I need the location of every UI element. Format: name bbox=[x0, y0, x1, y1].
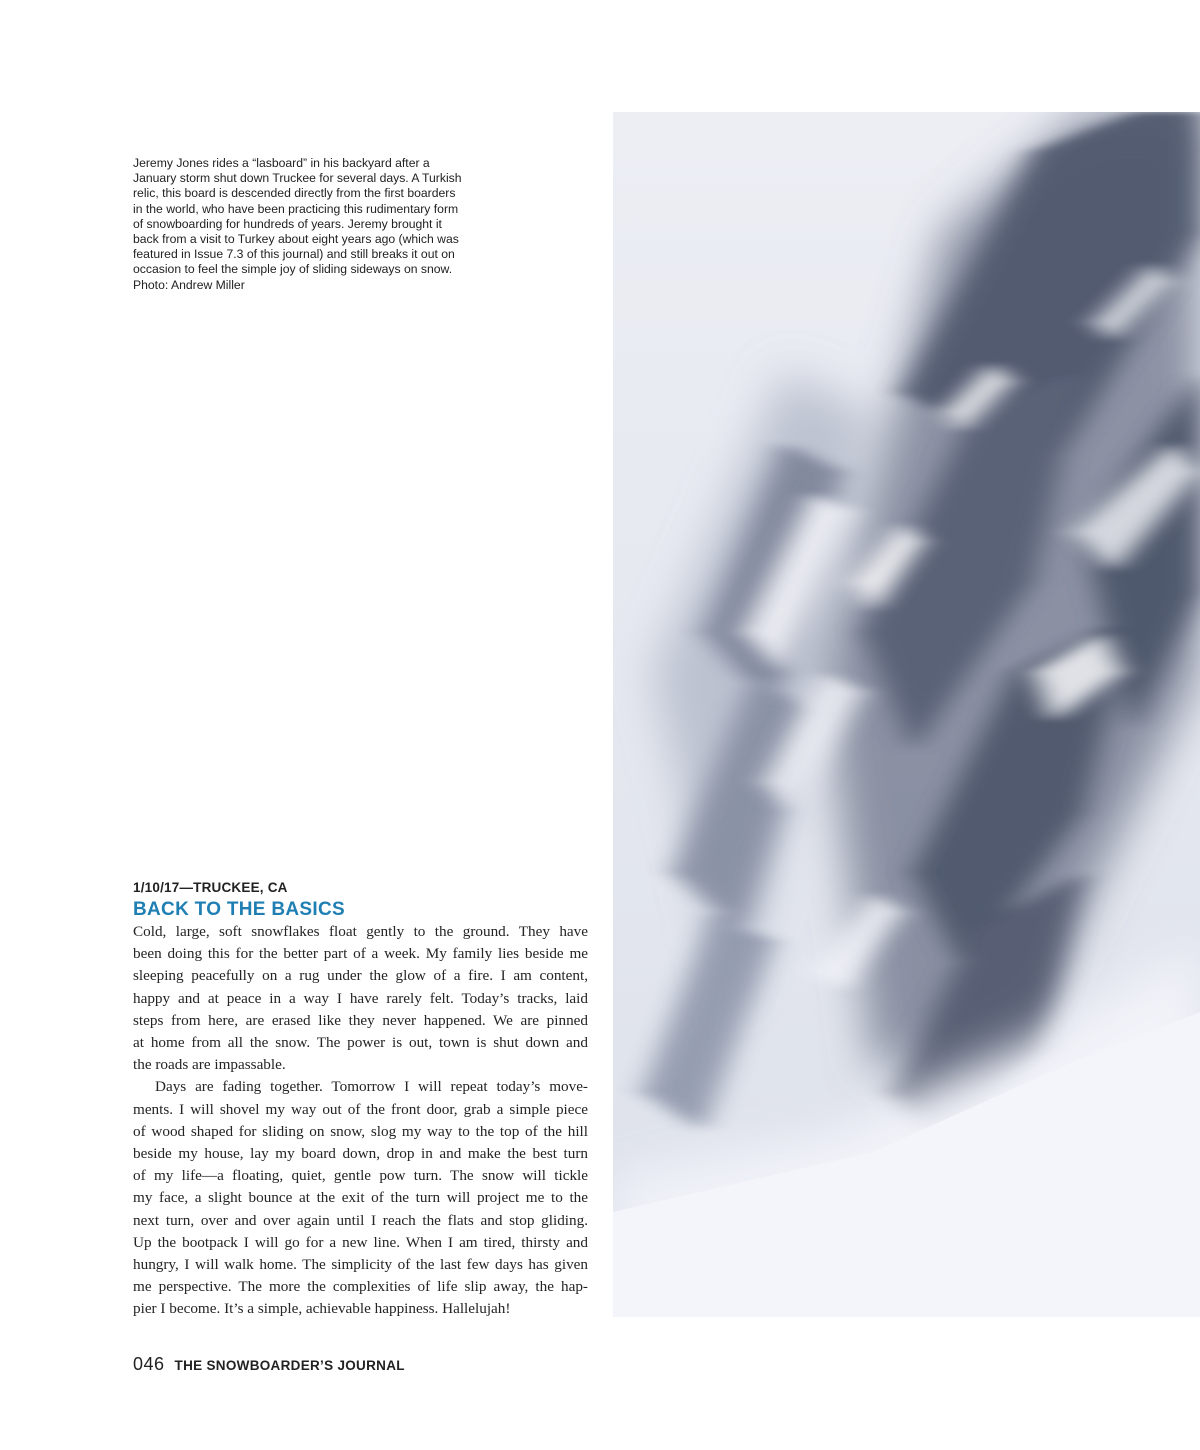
caption-line: back from a visit to Turkey about eight years ago (which was bbox=[133, 232, 459, 247]
motion-blur-trees-image bbox=[613, 112, 1200, 1317]
caption-line: of snowboarding for hundreds of years. Jeremy brought it bbox=[133, 216, 442, 231]
body-line: beside my house, lay my board down, drop in and make the best turn bbox=[133, 1145, 588, 1163]
body-line: at home from all the snow. The power is out, town is shut down and bbox=[133, 1034, 588, 1052]
body-line: my face, a slight bounce at the exit of the turn will project me to the bbox=[133, 1189, 588, 1207]
journal-entry bbox=[133, 880, 588, 1321]
body-line: happy and at peace in a way I have rarely felt. Today’s tracks, laid bbox=[133, 989, 588, 1007]
paragraph bbox=[133, 1076, 588, 1320]
body-line: Cold, large, soft snowflakes float gently to the ground. They have bbox=[133, 923, 588, 940]
body-line: hungry, I will walk home. The simplicity of the last few days has given bbox=[133, 1256, 588, 1274]
caption-line: Jeremy Jones rides a “lasboard” in his backyard after a bbox=[133, 156, 430, 170]
snowy-forest-photo bbox=[613, 112, 1200, 1317]
body-line: ments. I will shovel my way out of the front door, grab a simple piece bbox=[133, 1100, 588, 1118]
body-line: of wood shaped for sliding on snow, slog my way to the top of the hill bbox=[133, 1122, 588, 1140]
paragraph bbox=[133, 921, 588, 1076]
body-line: of my life—a floating, quiet, gentle pow turn. The snow will tickle bbox=[133, 1167, 588, 1185]
body-line: sleeping peacefully on a rug under the glow of a fire. I am content, bbox=[133, 967, 588, 985]
body-line: Up the bootpack I will go for a new line. When I am tired, thirsty and bbox=[133, 1233, 588, 1251]
body-line: been doing this for the better part of a week. My family lies beside me bbox=[133, 945, 588, 963]
article-body bbox=[133, 921, 588, 1321]
caption-line: featured in Issue 7.3 of this journal) and still breaks it out on bbox=[133, 247, 455, 262]
caption-line: in the world, who have been practicing this rudimentary form bbox=[133, 201, 459, 216]
caption-line: Photo: Andrew Miller bbox=[133, 277, 245, 292]
caption-line: occasion to feel the simple joy of sliding sideways on snow. bbox=[133, 262, 453, 277]
page-number: 046 bbox=[133, 1354, 165, 1374]
body-line: me perspective. The more the complexities of life slip away, the hap- bbox=[133, 1278, 588, 1296]
body-line: the roads are impassable. bbox=[133, 1056, 286, 1074]
body-line: steps from here, are erased like they never happened. We are pinned bbox=[133, 1011, 588, 1029]
article-headline: BACK TO THE BASICS bbox=[133, 899, 345, 920]
caption-line: relic, this board is descended directly from the first boarders bbox=[133, 186, 456, 201]
body-line: next turn, over and over again until I reach the flats and stop gliding. bbox=[133, 1211, 588, 1229]
body-line: pier I become. It’s a simple, achievable happiness. Hallelujah! bbox=[133, 1300, 511, 1318]
caption-line: January storm shut down Truckee for several days. A Turkish bbox=[133, 171, 462, 186]
body-line: Days are fading together. Tomorrow I will repeat today’s move- bbox=[155, 1078, 588, 1096]
page-footer bbox=[133, 1354, 405, 1378]
dateline: 1/10/17—TRUCKEE, CA bbox=[133, 880, 288, 895]
photo-caption bbox=[133, 156, 483, 293]
publication-name: THE SNOWBOARDER’S JOURNAL bbox=[174, 1358, 405, 1373]
